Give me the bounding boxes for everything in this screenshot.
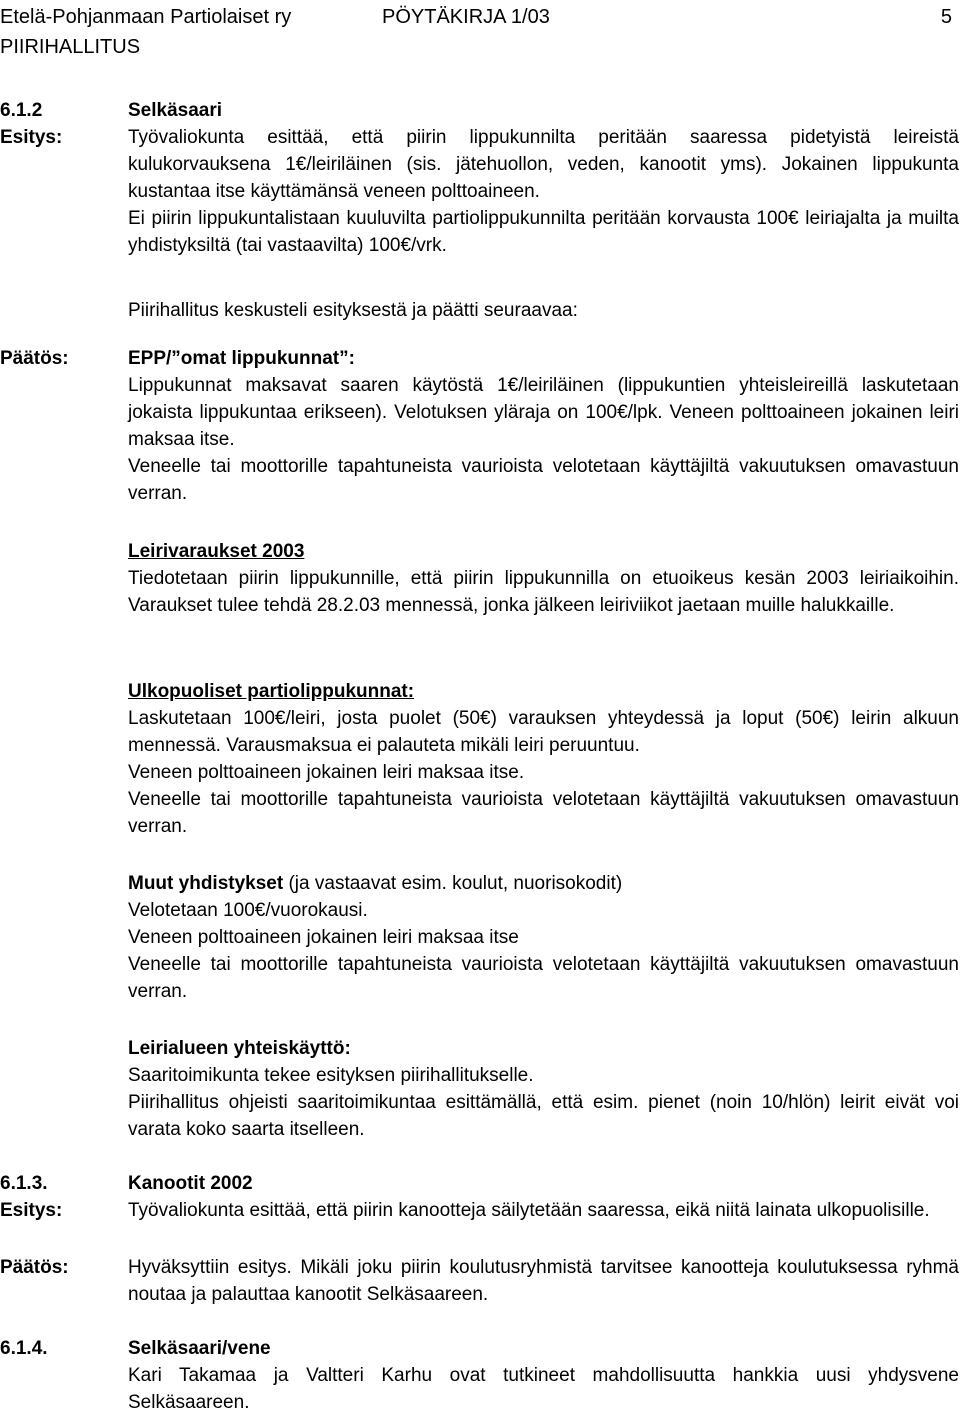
leirivaraukset-title: Leirivaraukset 2003 bbox=[128, 541, 305, 562]
paatos-label: Päätös: bbox=[0, 1257, 69, 1278]
yhteiskaytto-line-1: Saaritoimikunta tekee esityksen piirihallitukselle. bbox=[128, 1065, 534, 1086]
section-number: 6.1.4. bbox=[0, 1338, 48, 1359]
esitys-label: Esitys: bbox=[0, 1200, 63, 1221]
leirivaraukset-text: Tiedotetaan piirin lippukunnille, että piirin lippukunnilla on etuoikeus kesän 2003 leiriaikoihin. Varaukset tulee tehdä 28.2.03 mennessä, jonka jälkeen leiriviikot jaetaan muille halukkaille. bbox=[128, 568, 959, 616]
document-title: PÖYTÄKIRJA 1/03 bbox=[382, 6, 550, 28]
epp-title: EPP/”omat lippukunnat”: bbox=[128, 348, 355, 369]
section-text: Kari Takamaa ja Valtteri Karhu ovat tutkineet mahdollisuutta hankkia uusi yhdysvene Selkäsaareen. bbox=[128, 1365, 959, 1413]
paatos-label: Päätös: bbox=[0, 348, 69, 369]
section-title: Selkäsaari/vene bbox=[128, 1338, 271, 1359]
yhteiskaytto-title: Leirialueen yhteiskäyttö: bbox=[128, 1038, 351, 1059]
epp-text-2: Veneelle tai moottorille tapahtuneista vaurioista velotetaan käyttäjiltä vakuutuksen omavastuun verran. bbox=[128, 456, 959, 504]
esitys-text: Työvaliokunta esittää, että piirin lippukunnilta peritään saaressa pidetyistä leireistä kulukorvauksena 1€/leiriläinen (sis. jätehuollon, veden, kanootit yms). Jokainen lippukunta kustantaa itse käyttämänsä veneen polttoaineen. bbox=[128, 127, 959, 202]
ulkopuoliset-text-2: Veneen polttoaineen jokainen leiri maksaa itse. bbox=[128, 762, 525, 783]
ulkopuoliset-title: Ulkopuoliset partiolippukunnat: bbox=[128, 681, 415, 702]
discussion-text: Piirihallitus keskusteli esityksestä ja päätti seuraavaa: bbox=[128, 300, 578, 321]
section-title: Selkäsaari bbox=[128, 100, 223, 121]
organization-name: Etelä-Pohjanmaan Partiolaiset ry bbox=[0, 6, 292, 28]
esitys-text-2: Ei piirin lippukuntalistaan kuuluvilta partiolippukunnilta peritään korvausta 100€ leiriajalta ja muilta yhdistyksiltä (tai vastaavilta) 100€/vrk. bbox=[128, 208, 959, 256]
muut-line-2: Veneen polttoaineen jokainen leiri maksaa itse bbox=[128, 927, 519, 948]
muut-line-3: Veneelle tai moottorille tapahtuneista vaurioista velotetaan käyttäjiltä vakuutuksen omavastuun verran. bbox=[128, 954, 959, 1002]
ulkopuoliset-text: Laskutetaan 100€/leiri, josta puolet (50€) varauksen yhteydessä ja loput (50€) leirin alkuun mennessä. Varausmaksua ei palauteta mikäli leiri peruuntuu. bbox=[128, 708, 959, 756]
ulkopuoliset-text-3: Veneelle tai moottorille tapahtuneista vaurioista velotetaan käyttäjiltä vakuutuksen omavastuun verran. bbox=[128, 789, 959, 837]
esitys-text: Työvaliokunta esittää, että piirin kanootteja säilytetään saaressa, eikä niitä lainata ulkopuolisille. bbox=[128, 1200, 930, 1221]
section-title: Kanootit 2002 bbox=[128, 1173, 253, 1194]
muut-line-1: Velotetaan 100€/vuorokausi. bbox=[128, 900, 368, 921]
document-subtitle: PIIRIHALLITUS bbox=[0, 36, 141, 58]
esitys-label: Esitys: bbox=[0, 127, 63, 148]
muut-yhdistykset-note: (ja vastaavat esim. koulut, nuorisokodit) bbox=[283, 873, 623, 894]
section-number: 6.1.3. bbox=[0, 1173, 48, 1194]
epp-text: Lippukunnat maksavat saaren käytöstä 1€/leiriläinen (lippukuntien yhteisleireillä laskutetaan jokaista lippukuntaa erikseen). Velotuksen yläraja on 100€/lpk. Veneen polttoaineen jokainen leiri maksaa itse. bbox=[128, 375, 959, 450]
paatos-text: Hyväksyttiin esitys. Mikäli joku piirin koulutusryhmistä tarvitsee kanootteja koulutuksessa ryhmä noutaa ja palauttaa kanootit Selkäsaareen. bbox=[128, 1257, 959, 1305]
yhteiskaytto-line-2: Piirihallitus ohjeisti saaritoimikuntaa esittämällä, että esim. pienet (noin 10/hlön) leirit eivät voi varata koko saarta itselleen. bbox=[128, 1092, 959, 1140]
muut-yhdistykset-title: Muut yhdistykset bbox=[128, 873, 284, 894]
section-number: 6.1.2 bbox=[0, 100, 43, 121]
page-number: 5 bbox=[940, 6, 952, 28]
